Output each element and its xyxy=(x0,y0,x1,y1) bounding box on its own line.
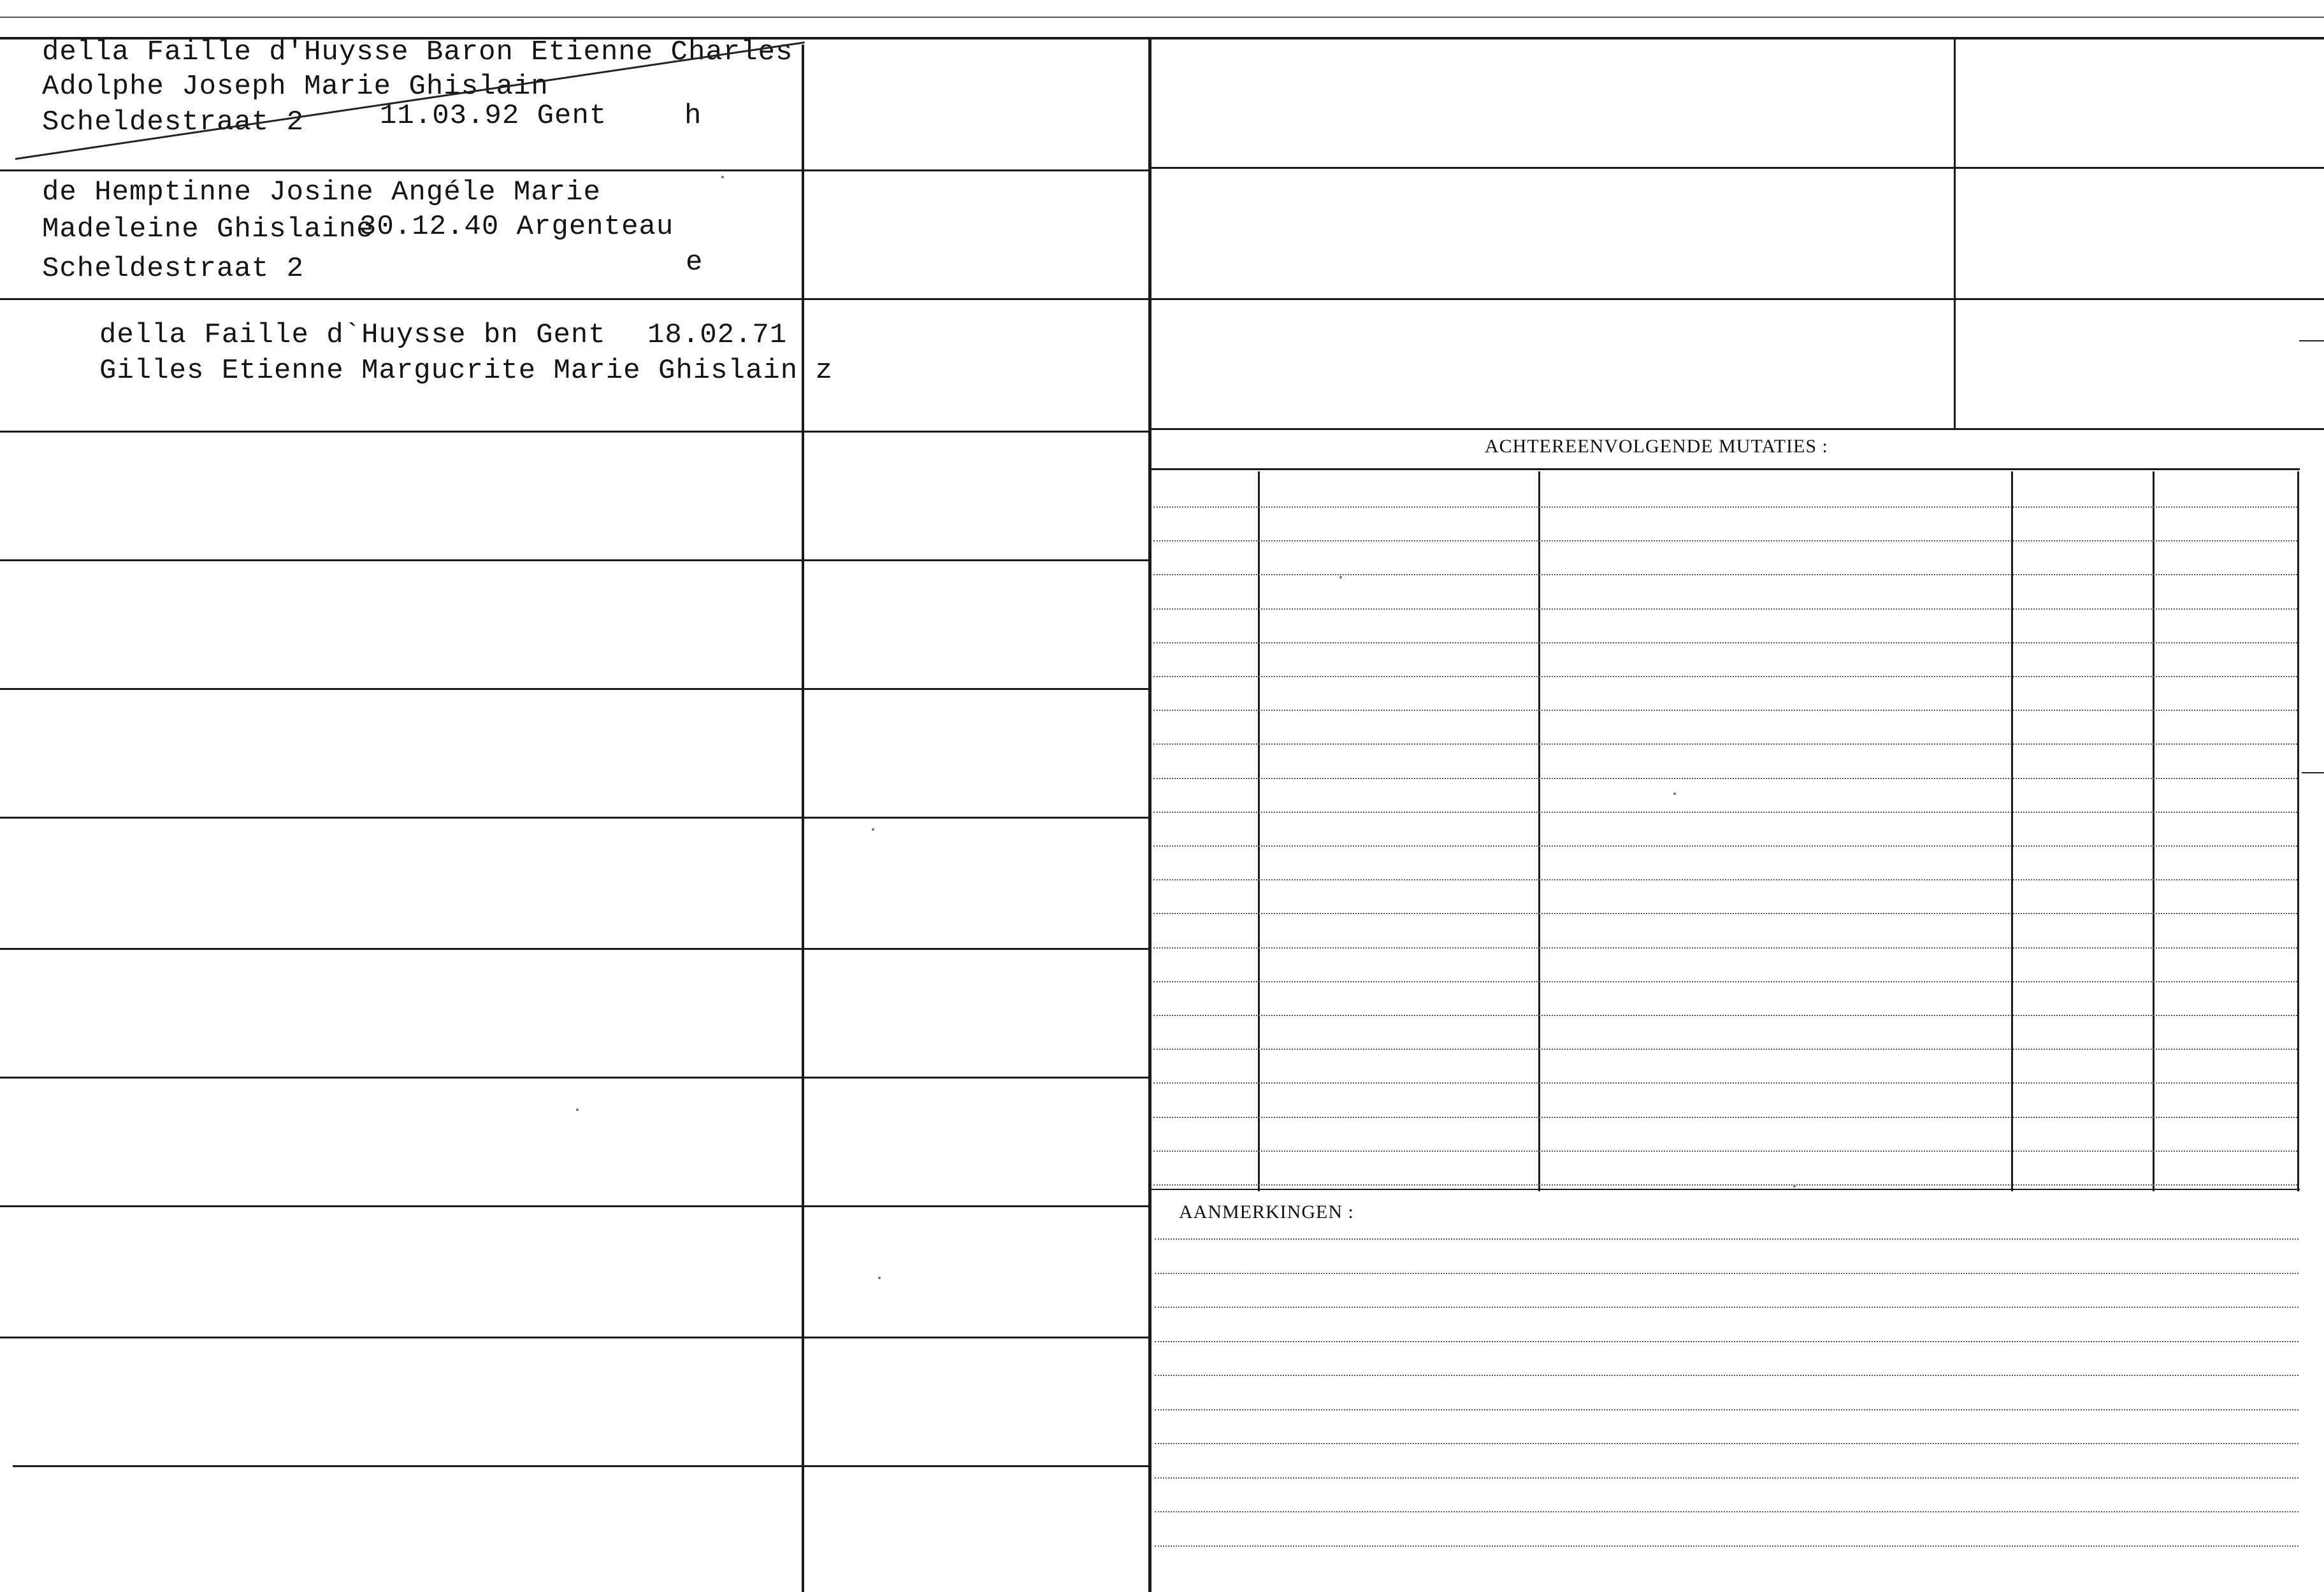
left-row-line xyxy=(0,298,1148,300)
left-row-line xyxy=(0,688,1148,690)
scan-speck xyxy=(1673,792,1676,795)
mutaties-row-line xyxy=(1153,1015,2297,1016)
aanmerkingen-title: AANMERKINGEN : xyxy=(1179,1201,1354,1223)
aanmerkingen-row-line xyxy=(1155,1307,2299,1308)
scan-speck xyxy=(721,176,724,178)
mutaties-row-line xyxy=(1153,608,2297,610)
aanmerkingen-row-line xyxy=(1155,1273,2299,1274)
aanmerkingen-row-line xyxy=(1155,1545,2299,1547)
mutaties-row-line xyxy=(1153,676,2297,677)
edge-tick xyxy=(2302,772,2324,773)
record-2-address: Scheldestraat 2 xyxy=(42,253,305,285)
left-row-line xyxy=(0,1077,1148,1079)
record-1-line2: Adolphe Joseph Marie Ghislain xyxy=(42,71,549,103)
mutaties-row-line xyxy=(1153,574,2297,575)
scan-speck xyxy=(878,1277,881,1279)
top-edge-line xyxy=(0,17,2324,18)
record-3-line1: della Faille d`Huysse bn Gent xyxy=(99,319,606,351)
scan-speck xyxy=(576,1108,579,1111)
mutaties-bottom-border xyxy=(1151,1189,2300,1190)
mutaties-row-line xyxy=(1153,506,2297,508)
scan-speck xyxy=(1339,576,1342,578)
mutaties-row-line xyxy=(1153,845,2297,847)
left-row-line xyxy=(0,948,1148,950)
left-row-line xyxy=(0,169,1148,171)
mutaties-row-line xyxy=(1153,812,2297,813)
left-row-line xyxy=(0,559,1148,561)
aanmerkingen-row-line xyxy=(1155,1238,2299,1240)
record-2-line2: Madeleine Ghislaine xyxy=(42,213,374,245)
record-1-date-place: 11.03.92 Gent xyxy=(380,100,607,132)
column-divider-middle xyxy=(1148,39,1151,1592)
record-1-address: Scheldestraat 2 xyxy=(42,106,305,138)
mutaties-row-line xyxy=(1153,1184,2297,1186)
mutaties-row-line xyxy=(1153,1049,2297,1050)
mutaties-row-line xyxy=(1153,710,2297,711)
mutaties-row-line xyxy=(1153,879,2297,880)
right-row-line xyxy=(1151,167,2324,169)
scan-speck xyxy=(1793,1185,1796,1187)
mutaties-title: ACHTEREENVOLGENDE MUTATIES : xyxy=(1485,436,1828,457)
aanmerkingen-row-line xyxy=(1155,1477,2299,1479)
aanmerkingen-row-line xyxy=(1155,1341,2299,1342)
aanmerkingen-row-line xyxy=(1155,1443,2299,1444)
record-2-line1: de Hemptinne Josine Angéle Marie xyxy=(42,176,601,208)
mutaties-col-line xyxy=(2297,471,2299,1191)
mutaties-row-line xyxy=(1153,1117,2297,1118)
mutaties-row-line xyxy=(1153,947,2297,949)
record-1-code: h xyxy=(684,100,702,132)
mutaties-row-line xyxy=(1153,1082,2297,1084)
scan-speck xyxy=(872,828,874,831)
mutaties-top-border xyxy=(1151,468,2300,470)
column-divider-top-right xyxy=(1954,39,1956,428)
record-1-line1: della Faille d'Huysse Baron Etienne Charles xyxy=(42,36,793,68)
aanmerkingen-row-line xyxy=(1155,1375,2299,1376)
aanmerkingen-row-line xyxy=(1155,1511,2299,1512)
record-3-date: 18.02.71 xyxy=(647,319,788,351)
left-row-line xyxy=(0,1337,1148,1338)
right-row-line xyxy=(1151,428,2324,430)
mutaties-row-line xyxy=(1153,540,2297,541)
mutaties-row-line xyxy=(1153,642,2297,643)
aanmerkingen-row-line xyxy=(1155,1409,2299,1410)
left-row-line xyxy=(0,817,1148,819)
mutaties-row-line xyxy=(1153,913,2297,914)
right-row-line xyxy=(1151,298,2324,300)
mutaties-row-line xyxy=(1153,1151,2297,1152)
left-row-line xyxy=(0,1205,1148,1207)
record-2-date-place: 30.12.40 Argenteau xyxy=(359,211,674,243)
record-3-line2: Gilles Etienne Margucrite Marie Ghislain z xyxy=(99,355,833,387)
mutaties-row-line xyxy=(1153,778,2297,779)
mutaties-row-line xyxy=(1153,981,2297,982)
record-2-code: e xyxy=(686,247,704,278)
edge-tick xyxy=(2299,340,2324,341)
left-row-line xyxy=(0,431,1148,433)
left-row-line xyxy=(13,1465,1148,1467)
mutaties-row-line xyxy=(1153,743,2297,745)
